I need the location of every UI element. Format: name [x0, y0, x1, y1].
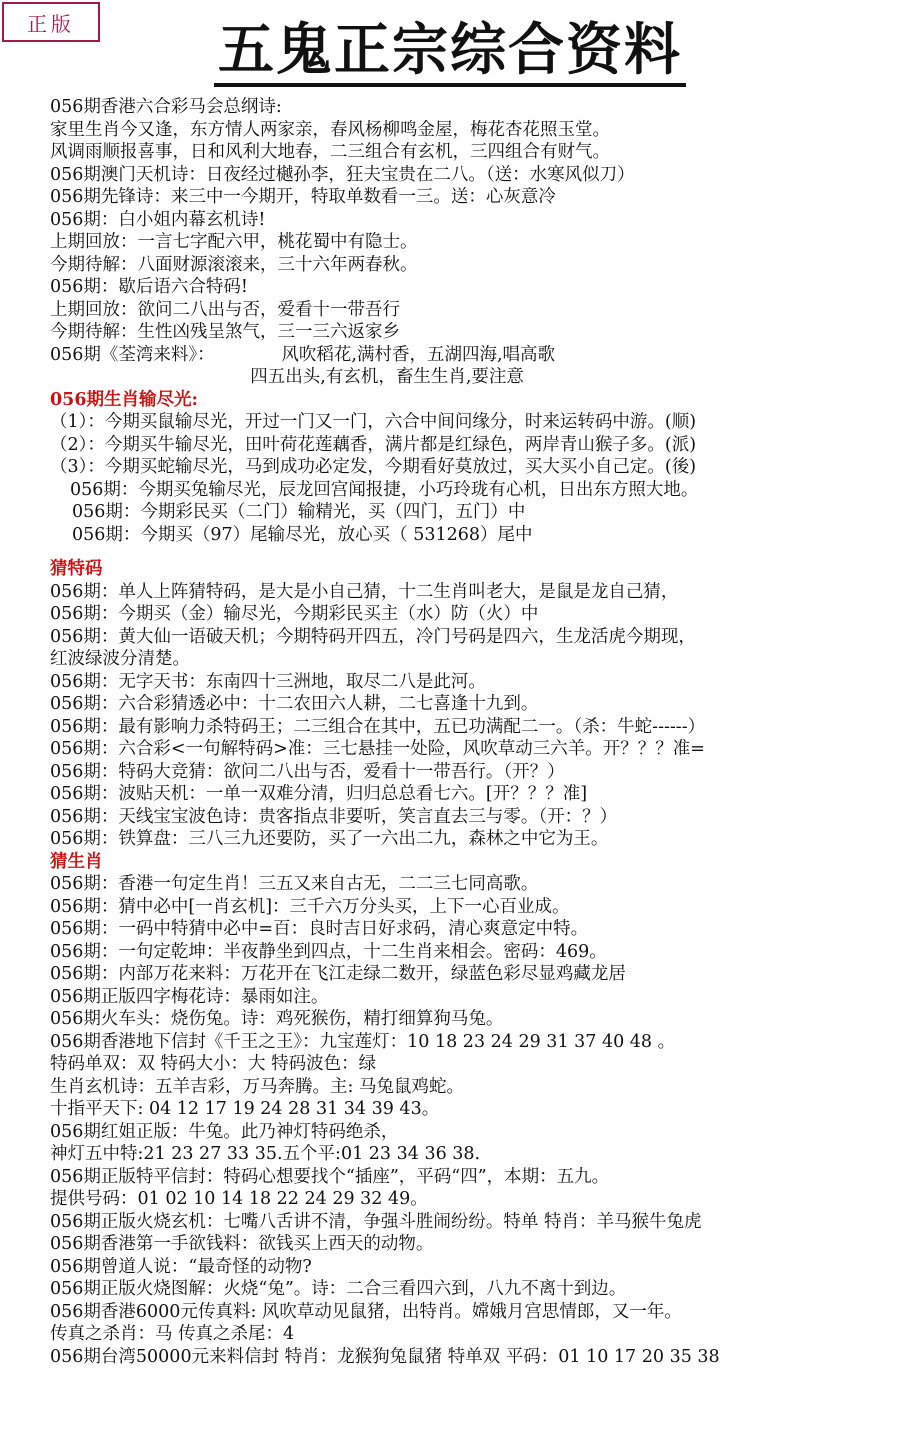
section-heading: 猜特码 [50, 559, 103, 579]
text-line: 056期：天线宝宝波色诗：贵客指点非要听，笑言直去三与零。（开：？） [50, 806, 618, 827]
text-line: 056期红姐正版：牛兔。此乃神灯特码绝杀， [50, 1121, 399, 1142]
text-line: 上期回放：一言七字配六甲，桃花蜀中有隐士。 [50, 232, 418, 252]
text-line: 十指平天下: 04 12 17 19 24 28 31 34 39 43。 [50, 1099, 440, 1119]
section-heading: 056期生肖输尽光: [50, 389, 198, 410]
text-line: 056期香港第一手欲钱料：欲钱买上西天的动物。 [50, 1234, 434, 1254]
text-line: 056期：一码中特猜中必中=百：良时吉日好求码，清心爽意定中特。 [50, 919, 589, 939]
text-line: 神灯五中特:21 23 27 33 35.五个平:01 23 34 36 38. [50, 1144, 481, 1164]
page-title [0, 14, 900, 86]
text-line: 风调雨顺报喜事，日和风利大地春，二三组合有玄机，三四组合有财气。 [50, 142, 610, 162]
genuine-stamp: 正版 [2, 2, 100, 42]
text-line: 056期：六合彩<一句解特码>准：三七悬挂一处险，风吹草动三六羊。开？？？准= [50, 739, 705, 759]
text-line: 056期正版四字梅花诗：暴雨如注。 [50, 986, 329, 1007]
text-line: 056期香港地下信封《千王之王》：九宝莲灯：10 18 23 24 29 31 37 40 48 。 [50, 1031, 676, 1052]
text-line: 四五出头,有玄机，畜生生肖,要注意 [50, 367, 524, 387]
text-line: 生肖玄机诗：五羊吉彩，万马奔腾。主: 马兔鼠鸡蛇。 [50, 1076, 464, 1097]
text-line: 056期：今期彩民买（二门）输精光，买（四门，五门）中 [72, 502, 526, 522]
text-line: 056期先锋诗：来三中一今期开，特取单数看一三。送：心灰意冷 [50, 187, 556, 207]
text-line: 056期：香港一句定生肖！三五又来自古无，二二三七同高歌。 [50, 874, 539, 894]
text-line: 056期正版火烧玄机：七嘴八舌讲不清，争强斗胜闹纷纷。特单 特肖：羊马猴牛兔虎 [50, 1211, 702, 1232]
text-line: 家里生肖今又逢，东方情人两家亲，春风杨柳鸣金屋，梅花杏花照玉堂。 [50, 119, 610, 140]
text-line: 056期：六合彩猜透必中：十二农田六人耕，二七喜逢十九到。 [50, 694, 539, 714]
text-line: 056期：最有影响力杀特码王；二三组合在其中，五已功满配二一。（杀：牛蛇------） [50, 716, 706, 737]
text-line: 上期回放：欲问二八出与否，爱看十一带吾行 [50, 299, 400, 320]
text-line: 056期：无字天书：东南四十三洲地，取尽二八是此河。 [50, 671, 486, 692]
section-heading: 猜生肖 [50, 851, 103, 872]
text-line: 056期：歇后语六合特码! [50, 277, 248, 297]
text-line: 056期：一句定乾坤：半夜静坐到四点，十二生肖来相会。密码：469。 [50, 941, 607, 962]
text-line: 056期：单人上阵猜特码，是大是小自己猜，十二生肖叫老大，是鼠是龙自己猜， [50, 581, 679, 602]
text-line: 056期：猜中必中[一肖玄机]：三千六万分头买，上下一心百业成。 [50, 896, 570, 917]
text-line: 056期香港6000元传真料: 风吹草动见鼠猪，出特肖。嫦娥月宫思情郎，又一年。 [50, 1301, 682, 1322]
text-line: 特码单双：双 特码大小：大 特码波色：绿 [50, 1054, 377, 1074]
article-body [50, 96, 900, 1368]
text-line: （2）：今期买牛输尽光，田叶荷花莲藕香，满片都是红绿色，两岸青山猴子多。(派) [50, 434, 697, 455]
text-line: 提供号码：01 02 10 14 18 22 24 29 32 49。 [50, 1189, 428, 1209]
text-line: 传真之杀肖：马 传真之杀尾：4 [50, 1324, 295, 1344]
text-line: 今期待解：八面财源滚滚来，三十六年两春秋。 [50, 254, 418, 275]
text-line: 056期：今期买（97）尾输尽光，放心买（ 531268）尾中 [72, 524, 533, 545]
text-line: 056期：黄大仙一语破天机；今期特码开四五，冷门号码是四六，生龙活虎今期现， [50, 626, 696, 647]
text-line: 056期正版特平信封：特码心想要找个“插座”，平码“四”，本期：五九。 [50, 1166, 610, 1187]
text-line: 056期：铁算盘：三八三九还要防，买了一六出二九，森林之中它为王。 [50, 829, 609, 849]
text-line: 红波绿波分清楚。 [50, 649, 190, 669]
page-title-text: 五鬼正宗综合资料 [214, 17, 686, 87]
text-line: （3）：今期买蛇输尽光，马到成功必定发，今期看好莫放过，买大买小自己定。(後) [50, 457, 697, 477]
text-line: 056期曾道人说：“最奇怪的动物? [50, 1256, 312, 1277]
text-line: 056期香港六合彩马会总纲诗: [50, 97, 282, 117]
text-line: 056期火车头：烧伤兔。诗：鸡死猴伤，精打细算狗马兔。 [50, 1009, 504, 1029]
text-line: 056期正版火烧图解：火烧“兔”。诗：二合三看四六到，八九不离十到边。 [50, 1279, 627, 1299]
text-line: 056期：内部万花来料：万花开在飞江走绿二数开，绿蓝色彩尽显鸡藏龙居 [50, 964, 626, 984]
text-line: 056期：波贴天机：一单一双难分清，归归总总看七六。[开？？？准] [50, 784, 588, 804]
text-line: 056期：今期买（金）输尽光，今期彩民买主（水）防（火）中 [50, 604, 539, 624]
text-line: 056期澳门天机诗：日夜经过樾孙李，狂夫宝贵在二八。（送：水寒风似刀） [50, 164, 635, 185]
text-line: 056期：特码大竞猜：欲问二八出与否，爱看十一带吾行。（开？） [50, 761, 565, 782]
text-line: 056期《荃湾来料》： 风吹稻花,满村香，五湖四海,唱高歌 [50, 344, 556, 365]
text-line: 今期待解：生性凶残呈煞气，三一三六返家乡 [50, 322, 400, 342]
text-line: 056期台湾50000元来料信封 特肖：龙猴狗兔鼠猪 特单双 平码：01 10 17 20 35 38 [50, 1346, 720, 1367]
text-line: 056期：白小姐内幕玄机诗! [50, 209, 266, 230]
text-line: （1）：今期买鼠输尽光，开过一门又一门，六合中间问缘分，时来运转码中游。(顺) [50, 412, 697, 432]
text-line: 056期：今期买兔输尽光，辰龙回宫闻报捷，小巧玲珑有心机，日出东方照大地。 [70, 479, 699, 500]
